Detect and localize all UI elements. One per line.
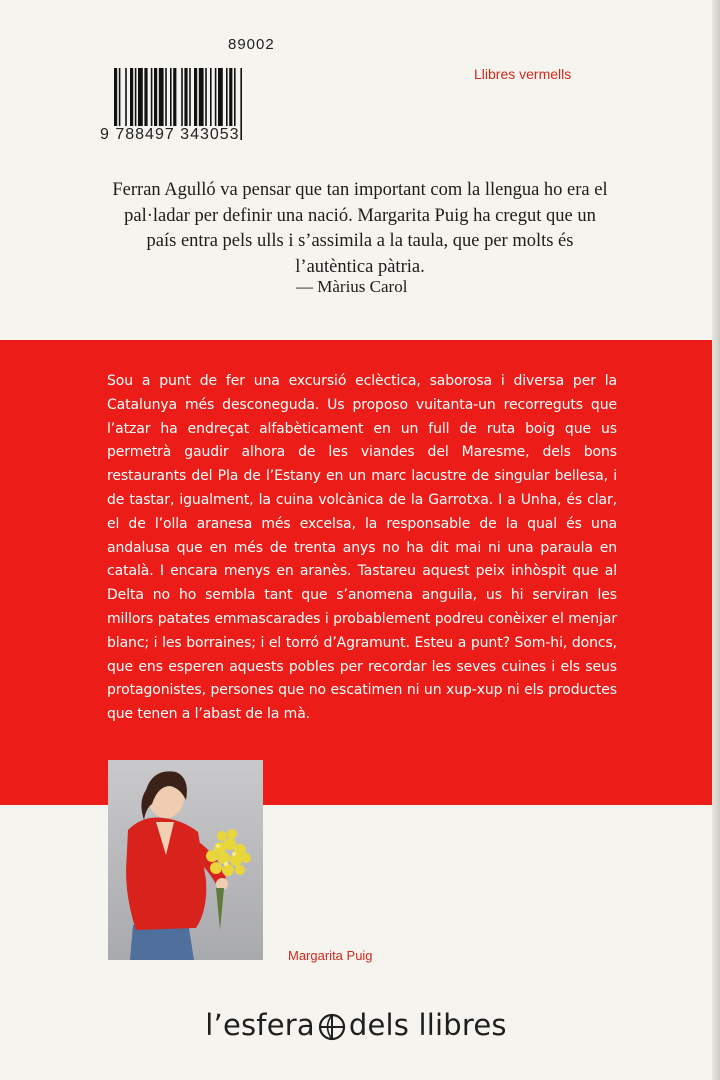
publisher-logo <box>0 1008 712 1042</box>
globe-icon <box>318 1013 346 1041</box>
publisher-name-right: dels llibres <box>348 1008 507 1042</box>
cover-edge <box>712 0 720 1080</box>
barcode <box>100 36 290 156</box>
series-label: Llibres vermells <box>474 66 572 82</box>
publisher-name-left: l’esfera <box>205 1008 315 1042</box>
author-photo <box>108 760 263 960</box>
author-caption: Margarita Puig <box>288 948 373 963</box>
blurb-text: Sou a punt de fer una excursió eclèctica, saborosa i diversa per la Catalunya més desconeguda. Us proposo vuitanta-un recorreguts que l’atzar ha endreçat alfabèticament en un full de ruta boig que us permetrà gaudir alhora de les viandes del Maresme, dels bons restaurants del Pla de l’Estany en un marc lacustre de singular bellesa, i de tastar, igualment, la cuina volcànica de la Garrotxa. I a Unha, és clar, el de l’olla aranesa més excelsa, la responsable de la qual és una andalusa que en més de trenta anys no ha dit mai ni una paraula en català. I encara menys en aranès. Tastareu aquest peix inhòspit que al Delta no ho sembla tant que s’anomena anguila, us hi serviran les millors patates emmascarades i probablement podreu conèixer el menjar blanc; i les borraines; i el torró d’Agramunt. Esteu a punt? Som-hi, doncs, que ens esperen aquests pobles per recordar les seves cuines i els seus protagonistes, persones que no escatimen ni un xup-xup ni els productes que tenen a l’abast de la mà. <box>107 373 617 723</box>
quote-author: — Màrius Carol <box>296 277 408 296</box>
barcode-code-top: 89002 <box>228 36 275 53</box>
quote-text: Ferran Agulló va pensar que tan important com la llengua ho era el pal·ladar per definir una nació. Margarita Puig ha cregut que un país entra pels ulls i s’assimila a la taula, que per molts és l’autèntica pàtria. <box>112 180 608 277</box>
barcode-isbn: 9 788497 343053 <box>100 126 240 143</box>
author-photo-illustration <box>108 760 263 960</box>
